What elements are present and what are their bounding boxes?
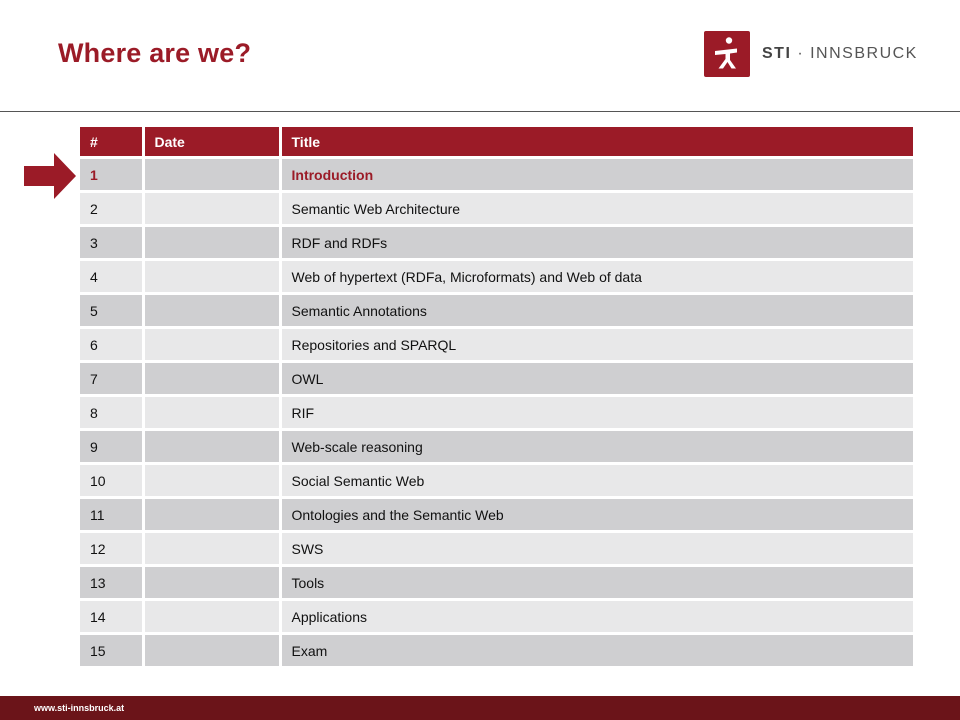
row-date xyxy=(143,260,280,294)
row-date xyxy=(143,464,280,498)
logo-name: INNSBRUCK xyxy=(810,45,918,62)
row-number: 8 xyxy=(80,396,143,430)
lecture-schedule-table xyxy=(80,127,913,669)
row-number: 13 xyxy=(80,566,143,600)
table-row xyxy=(80,192,913,226)
row-date xyxy=(143,362,280,396)
logo-separator: · xyxy=(791,45,811,62)
row-title: Tools xyxy=(280,566,913,600)
column-header-number: # xyxy=(80,127,143,158)
row-title: Web-scale reasoning xyxy=(280,430,913,464)
row-date xyxy=(143,566,280,600)
row-title: Repositories and SPARQL xyxy=(280,328,913,362)
row-title: RDF and RDFs xyxy=(280,226,913,260)
row-date xyxy=(143,396,280,430)
row-title: Web of hypertext (RDFa, Microformats) and Web of data xyxy=(280,260,913,294)
row-title: Semantic Annotations xyxy=(280,294,913,328)
row-title: Semantic Web Architecture xyxy=(280,192,913,226)
logo-wordmark xyxy=(762,45,918,63)
row-number: 14 xyxy=(80,600,143,634)
row-number: 12 xyxy=(80,532,143,566)
table-row xyxy=(80,600,913,634)
current-lecture-arrow-icon xyxy=(24,153,76,204)
table-row xyxy=(80,498,913,532)
row-date xyxy=(143,532,280,566)
row-number: 10 xyxy=(80,464,143,498)
row-number: 2 xyxy=(80,192,143,226)
column-header-title: Title xyxy=(280,127,913,158)
row-number: 7 xyxy=(80,362,143,396)
row-date xyxy=(143,328,280,362)
row-number: 9 xyxy=(80,430,143,464)
footer-url-link[interactable]: www.sti-innsbruck.at xyxy=(34,703,125,713)
table-row xyxy=(80,566,913,600)
row-date xyxy=(143,158,280,192)
slide-title: Where are we? xyxy=(58,38,252,68)
table-row xyxy=(80,328,913,362)
row-number: 3 xyxy=(80,226,143,260)
table-row xyxy=(80,294,913,328)
table-row-current xyxy=(80,158,913,192)
row-title: Social Semantic Web xyxy=(280,464,913,498)
row-date xyxy=(143,634,280,668)
row-number: 4 xyxy=(80,260,143,294)
table-row xyxy=(80,532,913,566)
table-row xyxy=(80,430,913,464)
row-number: 11 xyxy=(80,498,143,532)
row-title: Exam xyxy=(280,634,913,668)
row-title: Ontologies and the Semantic Web xyxy=(280,498,913,532)
table-row xyxy=(80,464,913,498)
row-title: SWS xyxy=(280,532,913,566)
sti-logo-icon xyxy=(704,31,750,77)
table-row xyxy=(80,362,913,396)
row-number: 6 xyxy=(80,328,143,362)
row-title: Applications xyxy=(280,600,913,634)
table-row xyxy=(80,634,913,668)
row-date xyxy=(143,498,280,532)
table-row xyxy=(80,396,913,430)
row-number: 5 xyxy=(80,294,143,328)
row-title: OWL xyxy=(280,362,913,396)
header-divider xyxy=(0,111,960,112)
row-number: 1 xyxy=(80,158,143,192)
column-header-date: Date xyxy=(143,127,280,158)
row-date xyxy=(143,192,280,226)
row-date xyxy=(143,226,280,260)
logo-brand: STI xyxy=(762,45,792,62)
table-row xyxy=(80,226,913,260)
row-number: 15 xyxy=(80,634,143,668)
row-date xyxy=(143,294,280,328)
row-date xyxy=(143,600,280,634)
footer-bar xyxy=(0,696,960,720)
row-title: RIF xyxy=(280,396,913,430)
table-header-row xyxy=(80,127,913,158)
row-date xyxy=(143,430,280,464)
sti-innsbruck-logo xyxy=(704,31,918,77)
row-title: Introduction xyxy=(280,158,913,192)
table-row xyxy=(80,260,913,294)
